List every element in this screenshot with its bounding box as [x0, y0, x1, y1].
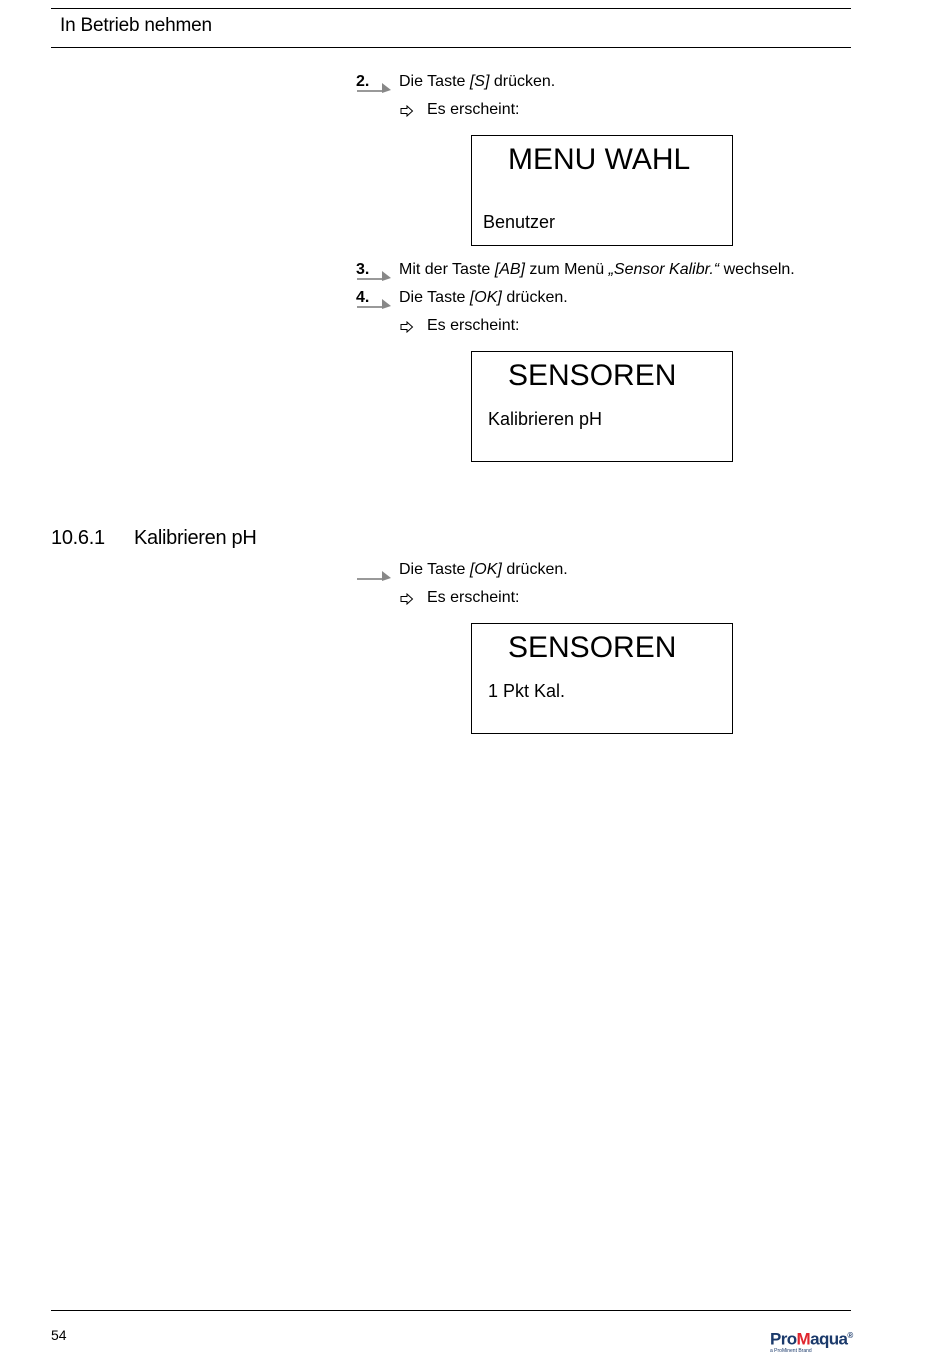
step-arrow-icon [356, 267, 392, 281]
step-text-pre: Die Taste [399, 289, 470, 306]
logo-tagline: a ProMinent Brand [770, 1347, 812, 1354]
step-arrow-icon [356, 79, 392, 93]
step-text-mid: zum Menü [524, 261, 609, 278]
result-arrow-icon [400, 105, 414, 117]
key-label: [OK] [469, 289, 502, 306]
step-text [399, 261, 795, 279]
key-label: [OK] [469, 561, 502, 578]
key-label: [S] [469, 73, 490, 90]
step-text-post: wechseln. [719, 261, 795, 278]
step-arrow-icon [356, 567, 392, 581]
header-bottom-rule [51, 47, 851, 48]
display-sensoren-1 [471, 351, 733, 462]
menu-label: „Sensor Kalibr.“ [608, 261, 720, 278]
step-text-pre: Die Taste [399, 73, 470, 90]
step-text-pre: Die Taste [399, 561, 470, 578]
step-text [399, 73, 555, 91]
result-text: Es erscheint: [427, 101, 520, 118]
step-text [399, 289, 568, 307]
page-number: 54 [51, 1327, 67, 1343]
key-label: [AB] [494, 261, 525, 278]
step-text [399, 561, 568, 579]
display-line: 1 Pkt Kal. [488, 681, 566, 701]
header-title: In Betrieb nehmen [60, 15, 212, 36]
section-title: Kalibrieren pH [134, 527, 257, 549]
display-title: MENU WAHL [508, 143, 691, 176]
display-menu-wahl [471, 135, 733, 246]
result-text: Es erscheint: [427, 317, 520, 334]
display-line: Benutzer [483, 212, 556, 232]
logo-aqua: aqua [810, 1329, 848, 1349]
display-title: SENSOREN [508, 359, 677, 392]
logo-pro: Pro [770, 1329, 797, 1349]
step-number: 2. [356, 73, 370, 90]
logo-m: M [796, 1329, 811, 1349]
step-arrow-icon [356, 295, 392, 309]
promaqua-logo [770, 1327, 853, 1354]
logo-registered: ® [847, 1331, 853, 1340]
header-top-rule [51, 8, 851, 9]
display-title: SENSOREN [508, 631, 677, 664]
step-text-post: drücken. [501, 289, 568, 306]
step-number: 4. [356, 289, 370, 306]
display-line: Kalibrieren pH [488, 409, 603, 429]
result-arrow-icon [400, 321, 414, 333]
step-text-post: drücken. [501, 561, 568, 578]
result-arrow-icon [400, 593, 414, 605]
step-number: 3. [356, 261, 370, 278]
footer-rule [51, 1310, 851, 1311]
step-text-pre: Mit der Taste [399, 261, 495, 278]
section-number: 10.6.1 [51, 527, 105, 549]
logo-wordmark [770, 1327, 853, 1348]
step-text-post: drücken. [489, 73, 556, 90]
display-sensoren-2 [471, 623, 733, 734]
result-text: Es erscheint: [427, 589, 520, 606]
